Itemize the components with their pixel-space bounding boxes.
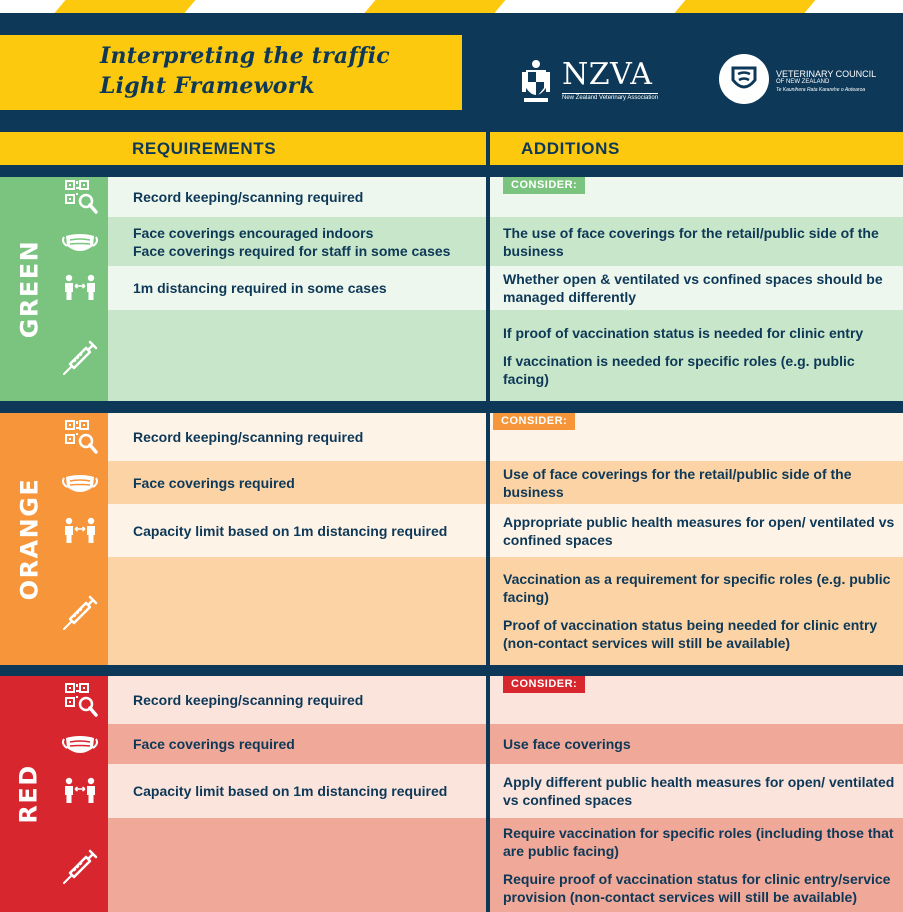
additions-cell bbox=[490, 310, 903, 401]
distancing-icon bbox=[60, 771, 100, 811]
stripe bbox=[675, 0, 816, 13]
requirement-text: Face coverings required bbox=[133, 736, 295, 752]
requirements-cell bbox=[108, 266, 486, 310]
addition-text: Use of face coverings for the retail/public side of the business bbox=[503, 465, 852, 500]
page-title-line-2: Light Framework bbox=[100, 73, 315, 99]
additions-cell bbox=[490, 764, 903, 818]
table-row bbox=[108, 557, 903, 665]
level-label-red bbox=[7, 676, 51, 912]
requirements-cell bbox=[108, 177, 486, 217]
stripe bbox=[365, 0, 506, 13]
header bbox=[0, 13, 903, 132]
consider-badge-green: CONSIDER: bbox=[503, 177, 585, 194]
consider-badge-red: CONSIDER: bbox=[503, 676, 585, 693]
table-row bbox=[108, 818, 903, 912]
requirements-cell bbox=[108, 724, 486, 764]
nzva-subtitle: New Zealand Veterinary Association bbox=[562, 95, 659, 101]
addition-text: The use of face coverings for the retail/public side of the business bbox=[503, 224, 879, 259]
title-box bbox=[0, 35, 462, 110]
addition-text: Require vaccination for specific roles (including those that are public facing) bbox=[503, 825, 894, 859]
additions-header: ADDITIONS bbox=[490, 132, 903, 165]
additions-cell bbox=[490, 266, 903, 310]
additions-cell bbox=[490, 818, 903, 912]
table-row bbox=[108, 724, 903, 764]
requirements-header: REQUIREMENTS bbox=[0, 132, 486, 165]
syringe-icon bbox=[60, 591, 100, 631]
addition-text: If proof of vaccination status is needed for clinic entry bbox=[503, 324, 864, 341]
addition-text: If vaccination is needed for specific roles (e.g. public facing) bbox=[503, 352, 855, 387]
table-row bbox=[108, 310, 903, 401]
vcnz-badge bbox=[719, 54, 769, 104]
nzva-wordmark: NZVA bbox=[562, 57, 653, 92]
table-row bbox=[108, 764, 903, 818]
requirement-text: Record keeping/scanning required bbox=[133, 429, 364, 445]
requirement-text: Record keeping/scanning required bbox=[133, 692, 364, 708]
level-section-orange bbox=[0, 413, 903, 665]
requirements-cell bbox=[108, 504, 486, 557]
vcnz-shield-icon bbox=[719, 54, 769, 104]
requirements-cell bbox=[108, 764, 486, 818]
vcnz-name: VETERINARY COUNCIL bbox=[776, 69, 877, 79]
requirement-text: Face coverings required for staff in some cases bbox=[133, 242, 451, 259]
table-row bbox=[108, 504, 903, 557]
vcnz-name-2: OF NEW ZEALAND bbox=[776, 79, 830, 85]
distancing-icon bbox=[60, 511, 100, 551]
top-stripe-band bbox=[0, 0, 903, 13]
additions-cell bbox=[490, 217, 903, 266]
vcnz-logo bbox=[719, 54, 899, 108]
page-title-line-1: Interpreting the traffic bbox=[100, 43, 390, 69]
spacer bbox=[503, 860, 903, 870]
face-mask-icon bbox=[60, 222, 100, 262]
nzva-crest-icon bbox=[520, 58, 552, 104]
additions-cell bbox=[490, 504, 903, 557]
addition-text: Appropriate public health measures for open/ ventilated vs confined spaces bbox=[503, 513, 895, 548]
requirement-text: 1m distancing required in some cases bbox=[133, 280, 387, 296]
requirement-text: Face coverings required bbox=[133, 474, 295, 491]
table-row bbox=[108, 266, 903, 310]
requirement-text: Capacity limit based on 1m distancing required bbox=[133, 522, 448, 539]
requirements-cell bbox=[108, 461, 486, 504]
requirement-text: Record keeping/scanning required bbox=[133, 189, 364, 205]
addition-text: Use face coverings bbox=[503, 736, 631, 752]
requirements-cell bbox=[108, 310, 486, 401]
requirement-text: Capacity limit based on 1m distancing required bbox=[133, 783, 448, 799]
qr-scan-icon bbox=[60, 680, 100, 720]
addition-text: Proof of vaccination status being needed for clinic entry (non-contact services will still be available) bbox=[503, 617, 878, 651]
stripe bbox=[55, 0, 196, 13]
spacer bbox=[503, 606, 903, 616]
distancing-icon bbox=[60, 268, 100, 308]
requirements-cell bbox=[108, 217, 486, 266]
syringe-icon bbox=[60, 336, 100, 376]
level-label-green bbox=[7, 177, 51, 401]
consider-badge-orange: CONSIDER: bbox=[493, 413, 575, 430]
face-mask-icon bbox=[60, 724, 100, 764]
vcnz-maori-name: Te Kaunihera Rata Kararehe o Aotearoa bbox=[776, 87, 866, 93]
requirements-cell bbox=[108, 413, 486, 461]
additions-cell bbox=[490, 724, 903, 764]
additions-cell bbox=[490, 461, 903, 504]
requirements-cell bbox=[108, 557, 486, 665]
addition-text: Require proof of vaccination status for clinic entry/service provision (non-contact services will still be available) bbox=[503, 871, 891, 905]
additions-cell bbox=[490, 557, 903, 665]
addition-text: Vaccination as a requirement for specific roles (e.g. public facing) bbox=[503, 571, 891, 605]
table-row bbox=[108, 461, 903, 504]
requirements-cell bbox=[108, 818, 486, 912]
table-row bbox=[108, 217, 903, 266]
face-mask-icon bbox=[60, 463, 100, 503]
syringe-icon bbox=[60, 845, 100, 885]
level-name: ORANGE bbox=[15, 477, 44, 601]
addition-text: Whether open & ventilated vs confined spaces should be managed differently bbox=[503, 271, 883, 305]
level-name: RED bbox=[15, 764, 44, 824]
requirement-text: Face coverings encouraged indoors bbox=[133, 224, 374, 241]
level-section-red bbox=[0, 676, 903, 912]
qr-scan-icon bbox=[60, 417, 100, 457]
level-name: GREEN bbox=[15, 239, 43, 339]
qr-scan-icon bbox=[60, 177, 100, 217]
spacer bbox=[503, 342, 903, 352]
addition-text: Apply different public health measures for open/ ventilated vs confined spaces bbox=[503, 774, 895, 808]
level-label-orange bbox=[7, 413, 51, 665]
requirements-cell bbox=[108, 676, 486, 724]
level-section-green bbox=[0, 177, 903, 401]
